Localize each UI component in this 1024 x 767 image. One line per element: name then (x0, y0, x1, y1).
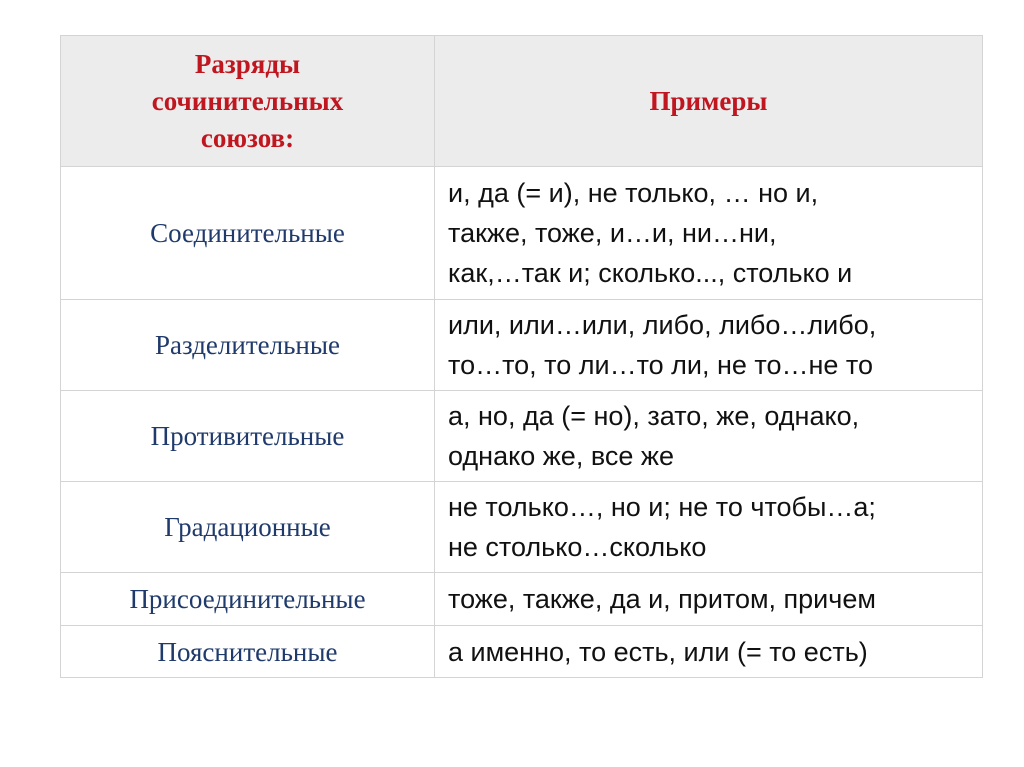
table-row (61, 626, 983, 678)
table-row (61, 482, 983, 573)
examples-cell: не только…, но и; не то чтобы…а; не столько…сколько (435, 482, 983, 573)
examples-cell: а, но, да (= но), зато, же, однако, однако же, все же (435, 391, 983, 482)
category-cell: Соединительные (61, 167, 435, 300)
table-row (61, 300, 983, 391)
table-row (61, 167, 983, 300)
table-row (61, 573, 983, 626)
category-cell: Пояснительные (61, 626, 435, 678)
table-row (61, 391, 983, 482)
header-categories: Разряды сочинительных союзов: (61, 36, 435, 167)
examples-cell: а именно, то есть, или (= то есть) (435, 626, 983, 678)
category-cell: Разделительные (61, 300, 435, 391)
header-row (61, 36, 983, 167)
conjunction-table (60, 35, 983, 678)
category-cell: Противительные (61, 391, 435, 482)
examples-cell: тоже, также, да и, притом, причем (435, 573, 983, 626)
examples-cell: или, или…или, либо, либо…либо, то…то, то ли…то ли, не то…не то (435, 300, 983, 391)
examples-cell: и, да (= и), не только, … но и, также, тоже, и…и, ни…ни, как,…так и; сколько..., столько и (435, 167, 983, 300)
category-cell: Присоединительные (61, 573, 435, 626)
header-examples: Примеры (435, 36, 983, 167)
category-cell: Градационные (61, 482, 435, 573)
